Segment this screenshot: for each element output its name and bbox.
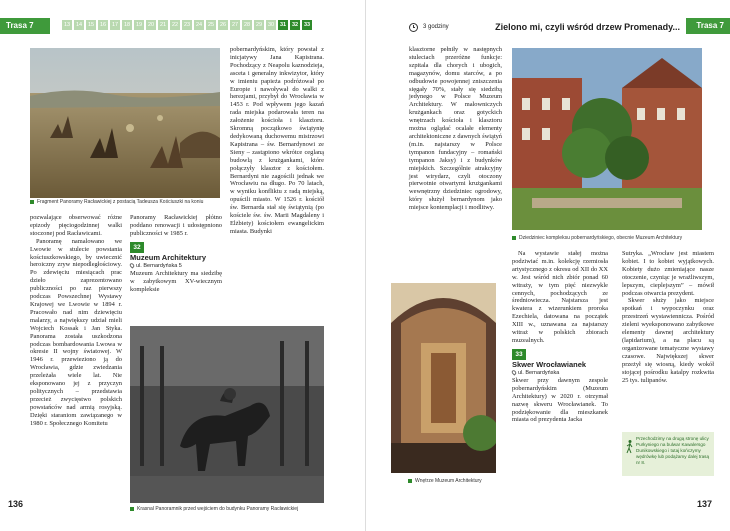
poi-title: Skwer Wrocławianek <box>512 359 587 369</box>
right-column-3 <box>622 250 714 384</box>
right-page <box>365 0 730 531</box>
route-number-15: 15 <box>87 22 95 28</box>
page-number-right: 137 <box>696 499 712 509</box>
panorama-renovation-text: Panoramy Racławickiej płótno poddano renowacji i udostępniono publiczności w 1985 r. <box>130 214 222 237</box>
courtyard-caption: Dziedziniec kompleksu pobernardyńskiego, obecnie Muzeum Architektury <box>512 235 727 241</box>
route-duration: 3 godziny <box>423 24 449 30</box>
panorama-painting-image <box>30 48 220 198</box>
route-number-17: 17 <box>111 22 119 28</box>
route-number-22: 22 <box>171 22 179 28</box>
route-number-32: 32 <box>291 22 299 28</box>
paragraph: Skwer służy jako miejsce spotkań i wypoczynku oraz przestrzeń wystawiennicza. Pośród zieleni wyeksponowano zabytkowe elementy dawnej architektury (lapidarium), a na placu są organizowane tematyczne wystawy czasowe. Największej skwer przeżył się wiosną, kiedy wokół stojącej pośrodku katalpy rozkwita 25 tys. tulipanów. <box>622 297 714 384</box>
route-number-31: 31 <box>279 22 287 28</box>
pin-icon <box>129 263 135 269</box>
route-number-25: 25 <box>207 22 215 28</box>
bernardine-history-text: pobernardyńskim, który powstał z inicjatywy Jana Kapistrana. Pochodzący z Neapolu kaznodzieja, asceta i generalny inkwizytor, który w imieniu papieża podróżował po Europie i nawoływał do walki z herezjami, przybył do Wrocławia w 1453 r. Pod wpływem jego kazań rada miejska podarowała teren na założenie kościoła i klasztoru. Skromną początkowo świątynię dedykowaną duchowemu mistrzowi Kapistrana – św. Bernardynowi ze Sieny – zastąpiono wkrótce ceglaną budowlą z krużgankami, które połączyły klasztor z kościołem. Bernardyni nie zagościli jednak we Wrocławiu na długo. Po 70 latach, w wyniku konfliktu z radą miejską, opuścili miasto. W 1526 r. kościół św. Bernarda stał się świątynią (po kościele św. św. Marii Magdaleny i Elżbiety) kościołem ewangelickim miasta. Budynki <box>230 46 324 235</box>
route-number-strip <box>62 20 312 30</box>
route-tab-right: Trasa 7 <box>686 18 730 34</box>
left-column-1 <box>30 214 122 427</box>
dwarf-caption: Krasnal Panoramnik przed wejściem do budynku Panoramy Racławickiej <box>130 506 360 512</box>
route-title: Zielono mi, czyli wśród drzew Promenady... <box>495 22 680 32</box>
pin-icon <box>511 370 517 376</box>
poi-number: 33 <box>512 349 526 360</box>
museum-interior-image <box>391 283 496 473</box>
page-number-left: 136 <box>8 499 24 509</box>
route-number-33: 33 <box>303 22 311 28</box>
courtyard-image <box>512 48 702 230</box>
paragraph: Na wystawie stałej można podziwiać m.in. kolekcję rzemiosła artystycznego z okresu od XII do XX w. Jest wśród nich zbiór ponad 60 witraży, w tym pięć niezwykle cennych, pochodzących ze średniowiecza. Najstarsza jest kwatera z wizerunkiem proroka Ezechiela, datowana na początek XIII w., uznawana za najstarszy witraż w polskich zbiorach muzealnych. <box>512 250 608 344</box>
walking-person-icon <box>626 440 633 454</box>
right-column-1 <box>409 46 502 212</box>
bullet-icon <box>512 236 516 240</box>
route-number-30: 30 <box>267 22 275 28</box>
tip-text: Przechodzimy na drugą stronę ulicy Purkyniego na bulwar Kawalersgo Dunikowskiego i tutaj kończymy wędrówkę lub podążamy dalej trasą nr 8. <box>636 436 710 465</box>
route-tip-box <box>622 432 714 476</box>
route-number-29: 29 <box>255 22 263 28</box>
poi-address: ul. Bernardyńska <box>512 369 608 377</box>
bullet-icon <box>408 479 412 483</box>
dwarf-horse-photo <box>130 326 324 503</box>
route-number-28: 28 <box>243 22 251 28</box>
interior-photo <box>391 283 496 473</box>
panorama-photo <box>30 48 220 198</box>
route-tab-left: Trasa 7 <box>0 18 50 34</box>
poi-number: 32 <box>130 242 144 253</box>
poi-33-heading <box>512 349 608 360</box>
poi-32-heading <box>130 242 222 253</box>
route-number-18: 18 <box>123 22 131 28</box>
poi-title: Muzeum Architektury <box>130 252 206 262</box>
interior-caption: Wnętrze Muzeum Architektury <box>408 478 528 484</box>
paragraph: Panoramę namalowano we Lwowie w stulecie powstania kościuszkowskiego, by uwiecznić heroiczny zryw niepodległościowy. Po zdewięciu miesiącach prac dzieło zaprezentowano publiczności po raz pierwszy podczas Powszechnej Wystawy Krajowej we Lwowie w 1894 r. Pracowało nad nim dziewięciu malarzy, a największy udział mieli Wojciech Kossak i Jan Styka. Panorama została uszkodzona podczas bombardowania Lwowa w okresie II wojny światowej. W 1946 r. przewieziono ją do Wrocławia, gdzie zwiedzania przeleżała wiele lat. Nie eksponowano jej z przyczyn politycznych – przedstawia przecież zwycięstwo polskich powstańców nad armią rosyjską. Dzięki staraniom zawiązanego w 1980 r. Społecznego Komitetu <box>30 237 122 427</box>
panorama-caption: Fragment Panoramy Racławickiej z postacią Tadeusza Kościuszki na koniu <box>30 199 230 205</box>
courtyard-photo <box>512 48 702 230</box>
poi-address: ul. Bernardyńska 5 <box>130 262 222 270</box>
route-number-23: 23 <box>183 22 191 28</box>
left-column-3 <box>230 46 324 236</box>
route-number-26: 26 <box>219 22 227 28</box>
poi-text: Skwer przy dawnym zespole pobernardyńskim (Muzeum Architektury) w 2020 r. otrzymał nazwę skweru Wrocławianek. To podziękowanie dla mieszkanek miasta od prezydenta Jacka <box>512 376 608 424</box>
right-column-2 <box>512 250 608 424</box>
bullet-icon <box>30 200 34 204</box>
route-number-19: 19 <box>135 22 143 28</box>
route-number-13: 13 <box>63 22 71 28</box>
route-number-16: 16 <box>99 22 107 28</box>
paragraph: Sutryka. „Wrocław jest miastem kobiet. I to kobiet wyjątkowych. Kobiety dużo zmieniające nasze otoczenie, czyniąc je wrażliwszym, lepszym, cieplejszym” – mówił podczas otwarcia prezydent. <box>622 250 714 297</box>
poi-text: Muzeum Architektury ma siedzibę w zabytkowym XV-wiecznym kompleksie <box>130 269 222 293</box>
route-number-21: 21 <box>159 22 167 28</box>
dwarf-sculpture-image <box>130 326 324 503</box>
paragraph: pozwalające obserwować różne epizody pięciogodzinnej walki stoczonej pod Racławicami. <box>30 214 122 237</box>
route-number-20: 20 <box>147 22 155 28</box>
clock-icon <box>409 23 418 32</box>
monastery-functions-text: klasztorne pełniły w następnych stuleciach przeróżne funkcje: szpitala dla chorych i ubogich, magazynów, domu starców, a po odbudowie powojennej zniszczenia sięgały 70%, stały się siedzibą jedynego w Polsce Muzeum Architektury. W malowniczych krużgankach oraz gotyckich wnętrzach kościoła i klasztoru można oglądać ocalałe elementy architektoniczne z dawnych świątyń (m.in. najstarszy w Polsce tympanon fundacyjny – romański tympanon Jaksy) i z budynków miejskich. Szczególnie atrakcyjny jest wirydarz, czyli otoczony pierwotnie otwartymi krużgankami wewnętrzny dziedziniec ogrodowy, który służył bernardynom jako miejsce kontemplacji i modlitwy. <box>409 46 502 212</box>
bullet-icon <box>130 507 134 511</box>
left-column-2 <box>130 214 222 293</box>
route-number-27: 27 <box>231 22 239 28</box>
route-number-24: 24 <box>195 22 203 28</box>
right-header <box>409 20 680 34</box>
route-number-14: 14 <box>75 22 83 28</box>
